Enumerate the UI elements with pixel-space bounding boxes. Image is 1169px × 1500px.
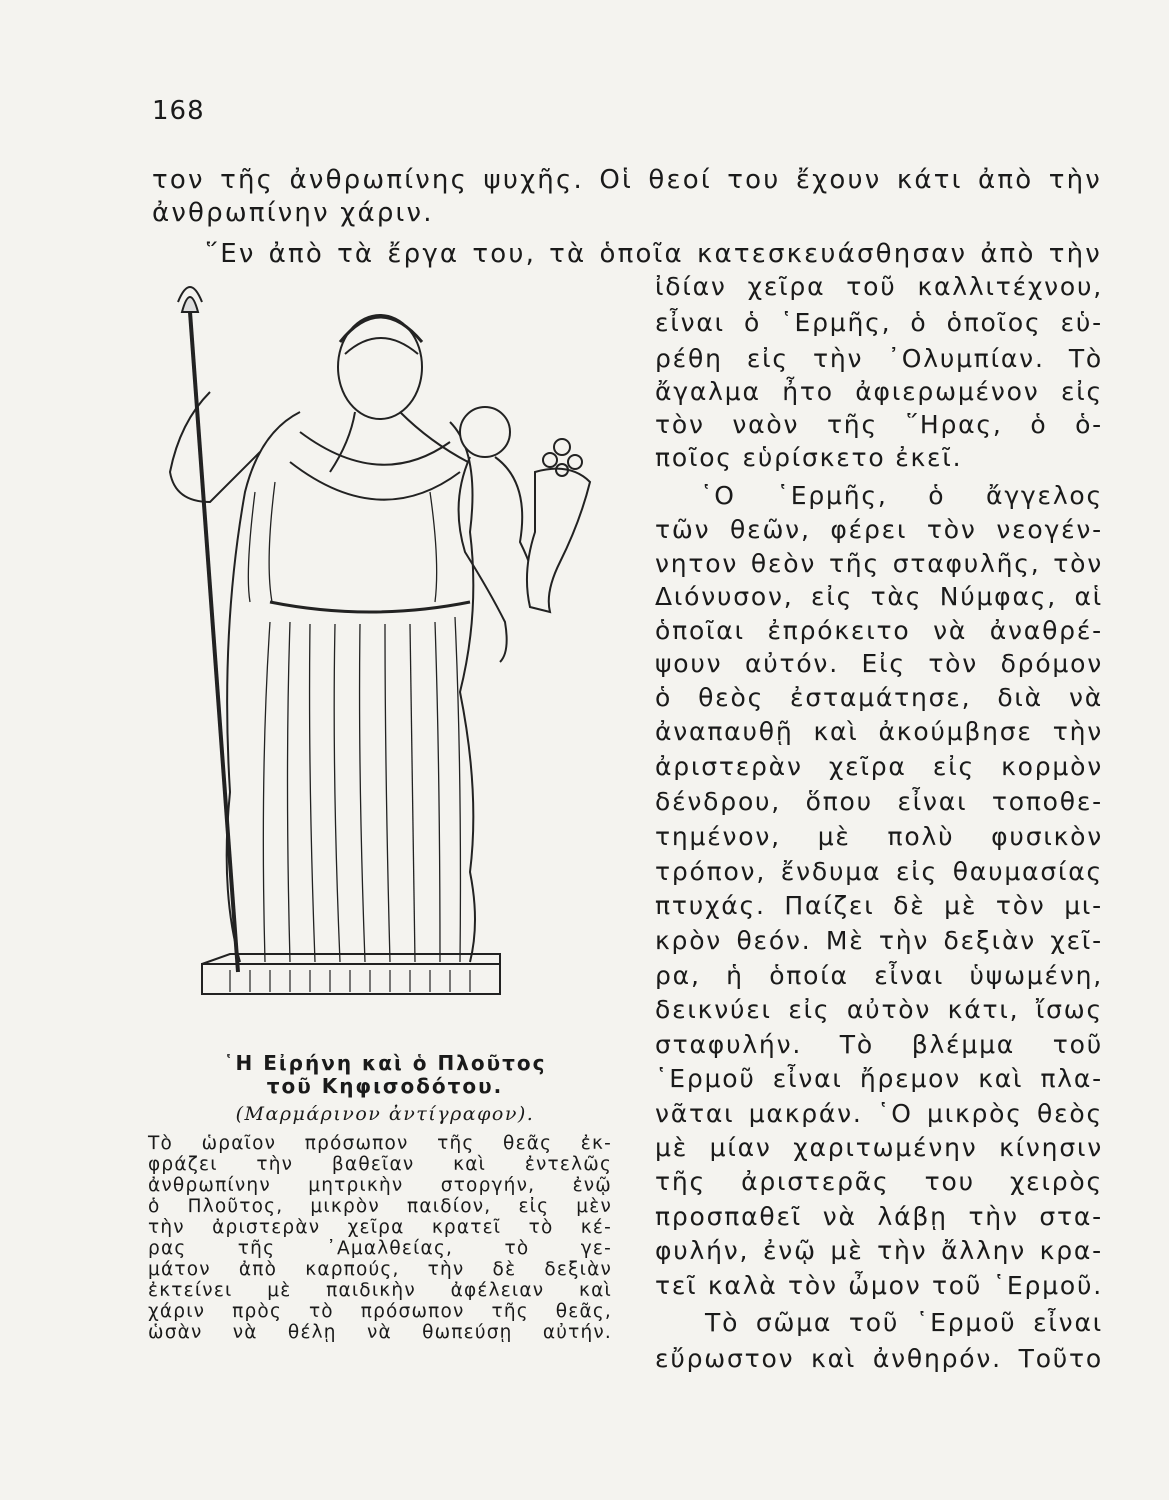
column-text-line: ῾Ερμοῦ εἶναι ἤρεμον καὶ πλα- [655,1064,1103,1093]
column-text-line: ὁποῖαι ἐπρόκειτο νὰ ἀναθρέ- [655,616,1103,645]
column-text-line: τεῖ καλὰ τὸν ὦμον τοῦ ῾Ερμοῦ. [655,1271,1103,1300]
caption-line: ἀνθρωπίνην μητρικὴν στοργήν, ἐνῷ [148,1175,612,1196]
column-text-line: τημένον, μὲ πολὺ φυσικὸν [655,822,1103,851]
column-text-line: Τὸ σῶμα τοῦ ῾Ερμοῦ εἶναι [705,1308,1103,1337]
column-text-line: Διόνυσον, εἰς τὰς Νύμφας, αἱ [655,582,1103,611]
column-text-line: πτυχάς. Παίζει δὲ μὲ τὸν μι- [655,891,1103,920]
figure-title: τοῦ Κηφισοδότου. [266,1074,504,1098]
column-text-line: δεικνύει εἰς αὐτὸν κάτι, ἴσως [655,995,1103,1024]
column-text-line: νᾶται μακράν. ῾Ο μικρὸς θεὸς [655,1099,1103,1128]
column-text-line: σταφυλήν. Τὸ βλέμμα τοῦ [655,1030,1103,1059]
column-text-line: φυλήν, ἐνῷ μὲ τὴν ἄλλην κρα- [655,1236,1103,1265]
body-text-line: τον τῆς ἀνθρωπίνης ψυχῆς. Οἱ θεοί του ἔχουν κάτι ἀπὸ τὴν [152,165,1102,195]
column-text-line: ἰδίαν χεῖρα τοῦ καλλιτέχνου, [655,272,1103,301]
column-text-line: ὁ θεὸς ἐσταμάτησε, διὰ νὰ [655,683,1103,712]
column-text-line: μὲ μίαν χαριτωμένην κίνησιν [655,1133,1103,1162]
column-text-line: τὸν ναὸν τῆς ῞Ηρας, ὁ ὁ- [655,410,1103,439]
body-text-line: ἀνθρωπίνην χάριν. [152,198,434,228]
column-text-line: ρα, ἡ ὁποία εἶναι ὑψωμένη, [655,961,1103,990]
column-text-line: εἶναι ὁ ῾Ερμῆς, ὁ ὁποῖος εὑ- [655,308,1103,337]
column-text-line: νητον θεὸν τῆς σταφυλῆς, τὸν [655,549,1103,578]
caption-line: ρας τῆς ᾿Αμαλθείας, τὸ γε- [148,1238,612,1259]
figure-subtitle: (Μαρμάρινον ἀντίγραφον). [235,1103,535,1125]
column-text-line: κρὸν θεόν. Μὲ τὴν δεξιὰν χεῖ- [655,926,1103,955]
column-text-line: ποῖος εὑρίσκετο ἐκεῖ. [655,443,963,472]
caption-line: φράζει τὴν βαθεῖαν καὶ ἐντελῶς [148,1154,612,1175]
statue-illustration [150,272,620,1042]
caption-line: τὴν ἀριστερὰν χεῖρα κρατεῖ τὸ κέ- [148,1217,612,1238]
caption-line: ὡσὰν νὰ θέλῃ νὰ θωπεύσῃ αὐτήν. [148,1322,612,1343]
caption-line: Τὸ ὡραῖον πρόσωπον τῆς θεᾶς ἐκ- [148,1133,612,1154]
column-text-line: ἀναπαυθῇ καὶ ἀκούμβησε τὴν [655,717,1103,746]
column-text-line: ῾Ο ῾Ερμῆς, ὁ ἄγγελος [700,481,1103,510]
column-text-line: τῆς ἀριστερᾶς του χειρὸς [655,1167,1103,1196]
column-text-line: ἀριστερὰν χεῖρα εἰς κορμὸν [655,752,1103,781]
column-text-line: τρόπον, ἔνδυμα εἰς θαυμασίας [655,857,1103,886]
caption-line: μάτον ἀπὸ καρπούς, τὴν δὲ δεξιὰν [148,1259,612,1280]
column-text-line: εὔρωστον καὶ ἀνθηρόν. Τοῦτο [655,1344,1103,1373]
caption-line: ὁ Πλοῦτος, μικρὸν παιδίον, εἰς μὲν [148,1196,612,1217]
column-text-line: ρέθη εἰς τὴν ᾿Ολυμπίαν. Τὸ [655,344,1103,373]
column-text-line: ψουν αὐτόν. Εἰς τὸν δρόμον [655,649,1103,678]
page-number: 168 [152,96,205,126]
column-text-line: τῶν θεῶν, φέρει τὸν νεογέν- [655,515,1103,544]
column-text-line: προσπαθεῖ νὰ λάβῃ τὴν στα- [655,1202,1103,1231]
figure-title: ῾Η Εἰρήνη καὶ ὁ Πλοῦτος [223,1051,547,1075]
caption-line: χάριν πρὸς τὸ πρόσωπον τῆς θεᾶς, [148,1301,612,1322]
body-text-line: ῞Εν ἀπὸ τὰ ἔργα του, τὰ ὁποῖα κατεσκευάσθησαν ἀπὸ τὴν [205,239,1102,269]
caption-line: ἐκτείνει μὲ παιδικὴν ἀφέλειαν καὶ [148,1280,612,1301]
column-text-line: ἄγαλμα ἦτο ἀφιερωμένον εἰς [655,377,1103,406]
column-text-line: δένδρου, ὅπου εἶναι τοποθε- [655,787,1103,816]
